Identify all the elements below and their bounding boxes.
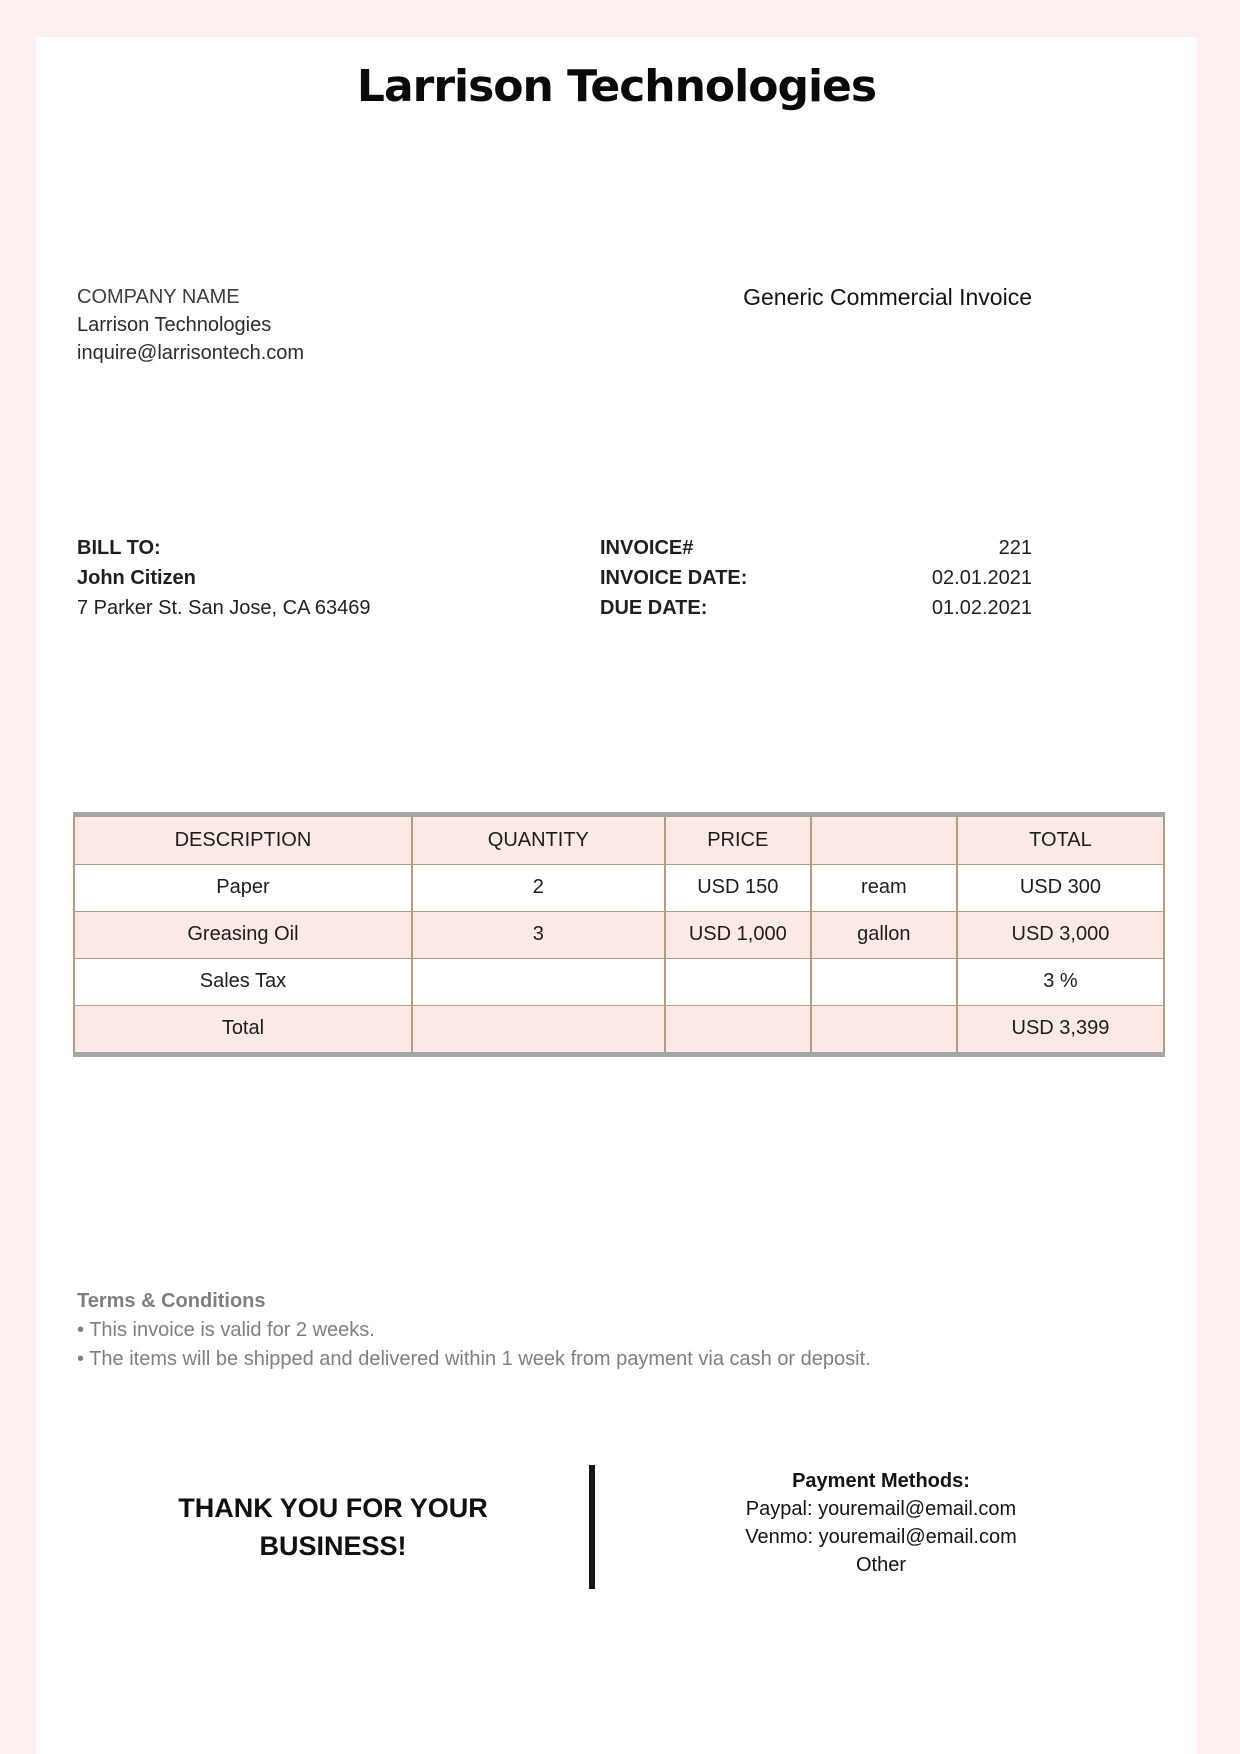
terms-section [77,1287,1137,1374]
page-title: Larrison Technologies [356,61,877,112]
cell-quantity: 3 [412,911,665,958]
footer-divider-line [589,1465,595,1589]
cell-price: USD 1,000 [665,911,811,958]
cell-price [665,1005,811,1052]
table-row [74,911,1164,958]
invoice-date-row [600,563,1032,593]
thank-you-message: THANK YOU FOR YOUR BUSINESS! [178,1493,488,1561]
invoice-number-label: INVOICE# [600,537,694,559]
due-date-value: 01.02.2021 [931,597,1032,619]
company-email: inquire@larrisontech.com [77,342,305,364]
terms-item: • The items will be shipped and delivered within 1 week from payment via cash or deposit. [77,1348,871,1370]
document-type-title: Generic Commercial Invoice [743,284,1032,310]
company-info-block [77,283,304,367]
cell-quantity [412,958,665,1005]
header-description: DESCRIPTION [74,817,412,864]
terms-heading: Terms & Conditions [77,1290,266,1312]
header-quantity: QUANTITY [412,817,665,864]
payment-methods-heading: Payment Methods: [792,1470,970,1492]
cell-description: Total [74,1005,412,1052]
due-date-row [600,593,1032,623]
invoice-number-row [600,533,1032,563]
invoice-meta-block [600,533,1032,623]
bill-to-block [77,533,600,623]
payment-methods-block [676,1467,1086,1579]
invoice-date-value: 02.01.2021 [931,567,1032,589]
items-table-wrapper [73,812,1165,1057]
cell-price [665,958,811,1005]
invoice-date-label: INVOICE DATE: [600,567,748,589]
cell-unit [811,958,957,1005]
header-unit [811,817,957,864]
cell-price: USD 150 [665,864,811,911]
cell-unit [811,1005,957,1052]
payment-line-venmo: Venmo: youremail@email.com [745,1526,1017,1548]
cell-quantity [412,1005,665,1052]
bill-to-label: BILL TO: [77,537,161,559]
bill-to-name: John Citizen [77,567,196,589]
table-header-row [74,817,1164,864]
company-header-row [77,283,1032,367]
table-row [74,958,1164,1005]
cell-total: USD 3,399 [957,1005,1164,1052]
company-name: Larrison Technologies [77,314,272,336]
header-total: TOTAL [957,817,1164,864]
payment-line-paypal: Paypal: youremail@email.com [745,1498,1017,1520]
cell-description: Sales Tax [74,958,412,1005]
company-name-label: COMPANY NAME [77,286,240,308]
invoice-sheet [36,37,1197,1754]
due-date-label: DUE DATE: [600,597,708,619]
cell-total: 3 % [957,958,1164,1005]
cell-total: USD 300 [957,864,1164,911]
table-row [74,1005,1164,1052]
cell-unit: ream [811,864,957,911]
bill-to-address: 7 Parker St. San Jose, CA 63469 [77,597,371,619]
terms-item: • This invoice is valid for 2 weeks. [77,1319,375,1341]
billing-section [77,533,1032,623]
cell-total: USD 3,000 [957,911,1164,958]
invoice-number-value: 221 [998,537,1032,559]
table-row [74,864,1164,911]
cell-unit: gallon [811,911,957,958]
cell-description: Paper [74,864,412,911]
items-table [73,817,1165,1052]
cell-description: Greasing Oil [74,911,412,958]
header-price: PRICE [665,817,811,864]
cell-quantity: 2 [412,864,665,911]
payment-line-other: Other [855,1554,907,1576]
